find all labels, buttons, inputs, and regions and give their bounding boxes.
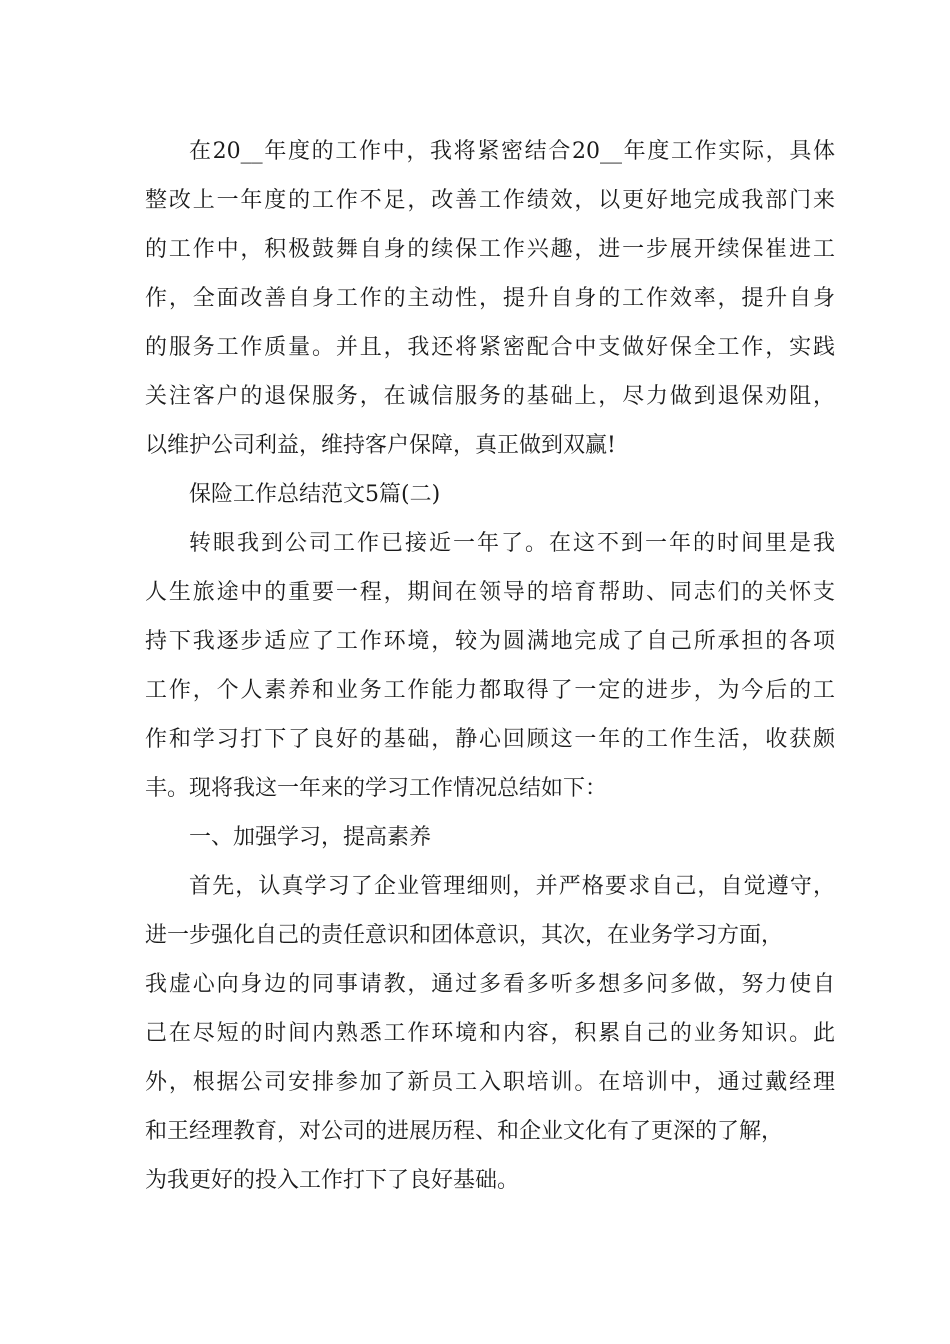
paragraph-1-line-4: 作，全面改善自身工作的主动性，提升自身的工作效率，提升自身 xyxy=(145,286,835,311)
paragraph-3-line-4: 己在尽短的时间内熟悉工作环境和内容，积累自己的业务知识。此 xyxy=(145,1021,835,1046)
paragraph-3-line-1: 首先，认真学习了企业管理细则，并严格要求自己，自觉遵守， xyxy=(189,874,835,899)
paragraph-2-line-5: 作和学习打下了良好的基础，静心回顾这一年的工作生活，收获颇 xyxy=(145,727,835,752)
paragraph-2-line-6: 丰。现将我这一年来的学习工作情况总结如下： xyxy=(145,776,608,801)
paragraph-3-line-3: 我虚心向身边的同事请教，通过多看多听多想多问多做，努力使自 xyxy=(145,972,835,997)
paragraph-3-line-7: 为我更好的投入工作打下了良好基础。 xyxy=(145,1168,520,1193)
paragraph-1-line-2: 整改上一年度的工作不足，改善工作绩效，以更好地完成我部门来 xyxy=(145,188,835,213)
paragraph-2-line-3: 持下我逐步适应了工作环境，较为圆满地完成了自己所承担的各项 xyxy=(145,629,835,654)
paragraph-3-line-2: 进一步强化自己的责任意识和团体意识，其次，在业务学习方面， xyxy=(145,923,784,948)
section-heading-article-2: 保险工作总结范文5篇(二) xyxy=(189,482,441,507)
paragraph-2-line-1: 转眼我到公司工作已接近一年了。在这不到一年的时间里是我 xyxy=(189,531,835,556)
paragraph-1-line-6: 关注客户的退保服务，在诚信服务的基础上，尽力做到退保劝阻， xyxy=(145,384,835,409)
section-heading-strengthen-learning: 一、加强学习，提高素养 xyxy=(189,825,432,850)
paragraph-3-line-5: 外，根据公司安排参加了新员工入职培训。在培训中，通过戴经理 xyxy=(145,1070,835,1095)
paragraph-2-line-2: 人生旅途中的重要一程，期间在领导的培育帮助、同志们的关怀支 xyxy=(145,580,835,605)
paragraph-1-line-1: 在20__年度的工作中，我将紧密结合20__年度工作实际，具体 xyxy=(189,139,835,164)
paragraph-2-line-4: 工作，个人素养和业务工作能力都取得了一定的进步，为今后的工 xyxy=(145,678,835,703)
paragraph-1-line-3: 的工作中，积极鼓舞自身的续保工作兴趣，进一步展开续保崔进工 xyxy=(145,237,835,262)
paragraph-1-line-5: 的服务工作质量。并且，我还将紧密配合中支做好保全工作，实践 xyxy=(145,335,835,360)
document-body xyxy=(145,127,835,1205)
paragraph-1-line-7: 以维护公司利益，维持客户保障，真正做到双赢! xyxy=(145,433,616,458)
paragraph-3-line-6: 和王经理教育，对公司的进展历程、和企业文化有了更深的了解， xyxy=(145,1119,784,1144)
